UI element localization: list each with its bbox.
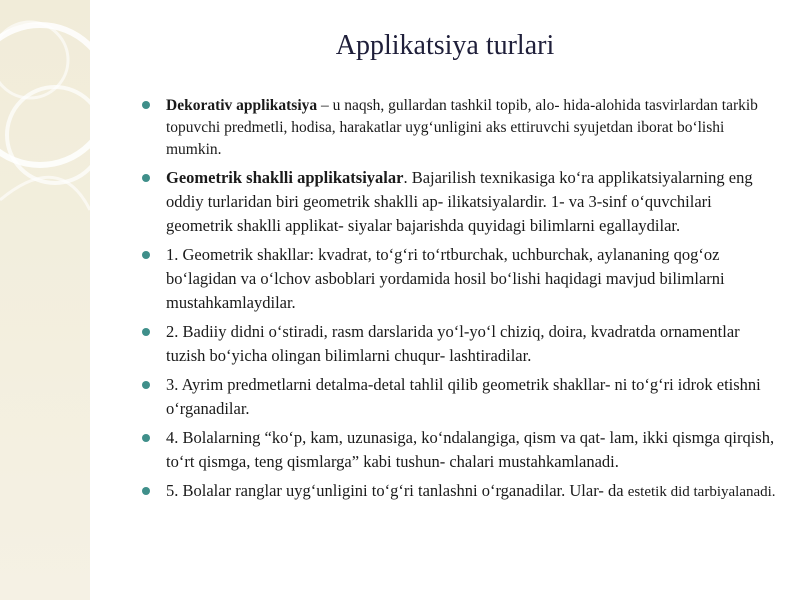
- bullet-item-decorative: [140, 95, 780, 161]
- bullet-text: 5. Bolalar ranglar uyg‘unligini to‘g‘ri tanlashni o‘rganadilar. Ular- da: [166, 481, 628, 500]
- bullet-term: Dekorativ applikatsiya: [166, 97, 318, 114]
- bullet-item-geometric: [140, 166, 780, 238]
- decorative-side-panel: [0, 0, 90, 600]
- bullet-term: Geometrik shaklli applikatsiyalar: [166, 168, 404, 187]
- bullet-text: . Bajarilish texnikasiga ko‘ra applikatsiyalarning eng oddiy turlaridan biri geometrik shaklli ap- ilikatsiyalardir. 1- va 3-sinf o‘quvchilari geometrik shaklli applikat- siyalar bajarishda quyidagi bilimlarni egallaydilar.: [166, 168, 753, 235]
- bullet-item-4: [140, 426, 780, 474]
- bullet-text: 1. Geometrik shakllar: kvadrat, to‘g‘ri to‘rtburchak, uchburchak, aylananing qog‘oz bo‘lagidan va o‘lchov asboblari yordamida hosil bo‘lishi haqidagi mavjud bilimlarni mustahkamlaydilar.: [166, 245, 725, 312]
- slide-title: Applikatsiya turlari: [335, 30, 555, 61]
- bullet-item-3: [140, 373, 780, 421]
- bullet-dot-icon: [142, 381, 150, 389]
- bullet-dot-icon: [142, 251, 150, 259]
- bullet-text: – u naqsh, gullardan tashkil topib, alo- hida-alohida tasvirlardan tarkib topuvchi predmetli, hodisa, harakatlar uyg‘unligini aks ettiruvchi syujetdan iborat bo‘lishi mumkin.: [166, 97, 758, 158]
- bullet-text: 2. Badiiy didni o‘stiradi, rasm darslarida yo‘l-yo‘l chiziq, doira, kvadratda ornamentlar tuzish bo‘yicha olingan bilimlarni chuqur- lashtiradilar.: [166, 322, 740, 365]
- bullet-dot-icon: [142, 328, 150, 336]
- bullet-list: [140, 95, 780, 509]
- bullet-text: 4. Bolalarning “ko‘p, kam, uzunasiga, ko‘ndalangiga, qism va qat- lam, ikki qismga qirqish, to‘rt qismga, teng qismlarga” kabi tushun- chalari mustahkamlanadi.: [166, 428, 775, 471]
- bullet-dot-icon: [142, 434, 150, 442]
- bullet-text-tail: estetik did tarbiyalanadi.: [627, 484, 776, 500]
- bullet-item-5: [140, 479, 780, 504]
- bullet-item-1: [140, 243, 780, 315]
- bullet-item-2: [140, 320, 780, 368]
- decorative-swirl-graphic: [0, 0, 90, 600]
- bullet-text: 3. Ayrim predmetlarni detalma-detal tahlil qilib geometrik shakllar- ni to‘g‘ri idrok etishni o‘rganadilar.: [166, 375, 761, 418]
- bullet-dot-icon: [142, 174, 150, 182]
- bullet-dot-icon: [142, 101, 150, 109]
- bullet-dot-icon: [142, 487, 150, 495]
